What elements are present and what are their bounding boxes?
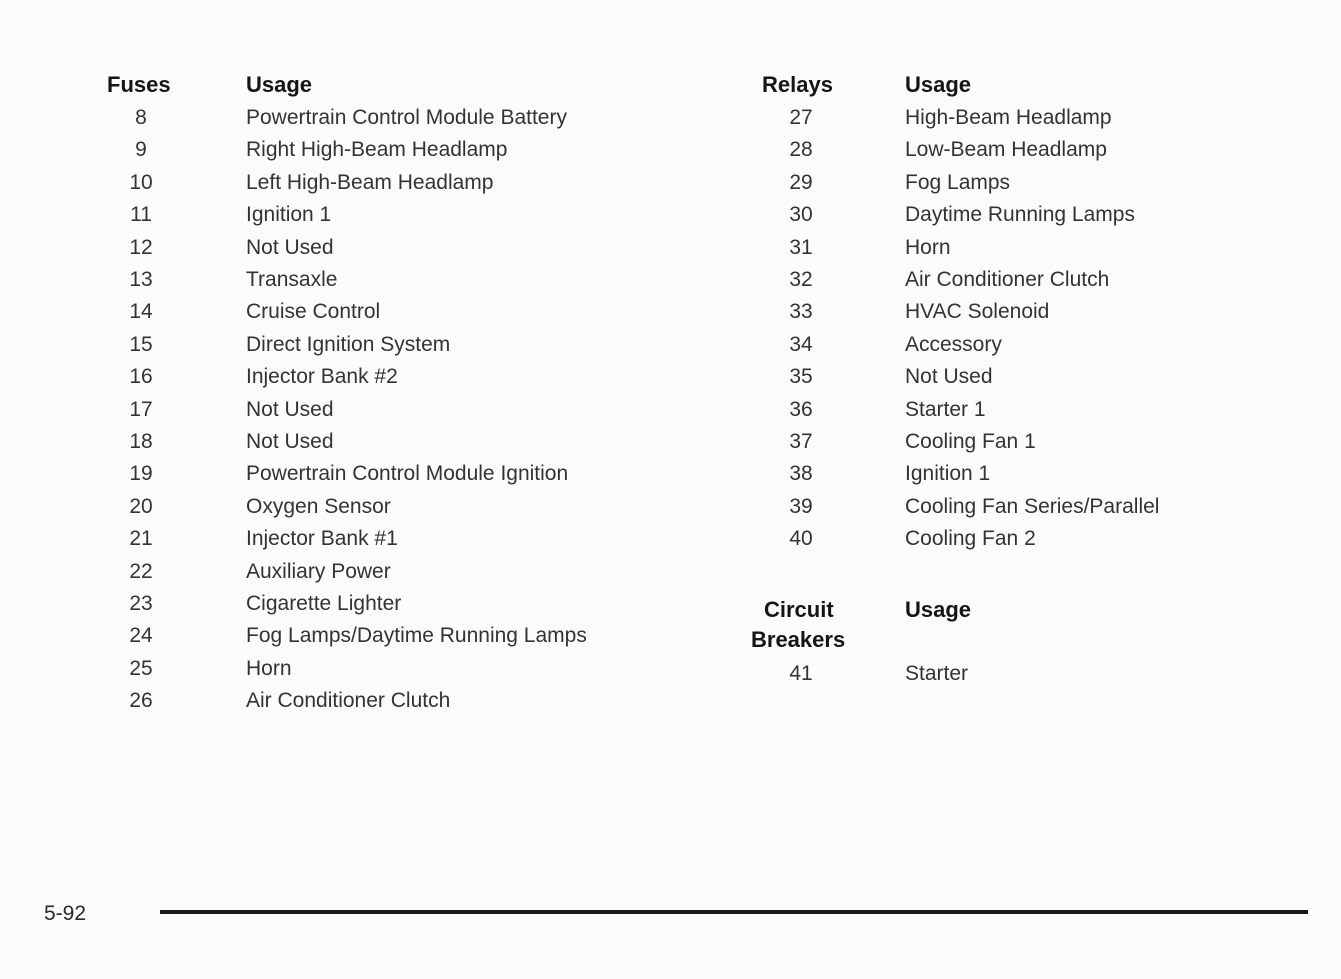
fuse-row-number: 23 [129, 592, 153, 615]
relay-row-number: 30 [789, 203, 813, 227]
relay-row-usage: Cooling Fan Series/Parallel [905, 494, 1160, 518]
relay-row-usage: Fog Lamps [905, 170, 1011, 194]
circuit-breaker-row [745, 662, 1341, 694]
relay-row-number: 27 [789, 106, 813, 129]
fuse-row-number: 19 [129, 462, 153, 486]
fuses-header: Fuses [107, 72, 171, 97]
relay-row [755, 527, 1341, 559]
fuses-table [107, 72, 670, 732]
fuse-row-usage: Injector Bank #1 [246, 527, 398, 551]
fuse-row [110, 333, 710, 365]
relay-row-number: 38 [789, 462, 813, 486]
relay-row-number: 32 [789, 268, 813, 291]
relay-row-usage: Starter 1 [905, 397, 986, 421]
fuse-row [110, 106, 710, 138]
relays-usage-header: Usage [905, 72, 972, 97]
fuse-row-number: 8 [135, 106, 147, 129]
fuse-row [110, 657, 710, 689]
relay-row [755, 203, 1341, 235]
circuit-breaker-row-number: 41 [789, 662, 813, 685]
relay-row [755, 300, 1341, 332]
fuse-row-usage: Left High-Beam Headlamp [246, 170, 494, 194]
relays-header: Relays [762, 72, 833, 97]
fuse-row-usage: Auxiliary Power [246, 559, 391, 583]
fuse-row-number: 11 [130, 203, 152, 227]
relay-row-number: 28 [789, 138, 813, 162]
fuse-row-number: 24 [129, 624, 153, 648]
fuse-row [110, 300, 710, 332]
relay-row-number: 34 [789, 332, 813, 356]
fuse-row-number: 10 [129, 170, 153, 194]
fuse-row-usage: Powertrain Control Module Battery [246, 106, 567, 129]
fuse-row [110, 624, 710, 656]
fuse-row-number: 9 [135, 138, 147, 162]
fuse-row-number: 16 [129, 365, 153, 389]
relay-row-number: 39 [789, 494, 813, 518]
relay-row-usage: Cooling Fan 1 [905, 430, 1036, 453]
relay-row-usage: Daytime Running Lamps [905, 203, 1135, 227]
relay-row-usage: Not Used [905, 365, 993, 389]
fuse-row-usage: Not Used [246, 397, 334, 421]
relay-row-number: 40 [789, 527, 813, 551]
fuse-row-usage: Direct Ignition System [246, 332, 451, 356]
fuse-row [110, 495, 710, 527]
relay-row-number: 33 [789, 300, 813, 324]
relay-row-usage: Ignition 1 [905, 462, 991, 486]
fuse-row [110, 268, 710, 300]
relay-row [755, 106, 1341, 138]
relay-row-number: 29 [789, 170, 813, 194]
relay-row [755, 236, 1341, 268]
fuse-row-usage: Oxygen Sensor [246, 494, 391, 518]
relay-row-usage: Accessory [905, 332, 1002, 356]
relay-row [755, 365, 1341, 397]
relay-row-number: 35 [789, 365, 813, 389]
fuse-row-usage: Not Used [246, 430, 334, 453]
fuse-row-number: 21 [129, 527, 153, 551]
fuse-row [110, 527, 710, 559]
fuse-row-usage: Horn [246, 656, 292, 680]
fuses-usage-header: Usage [246, 72, 313, 97]
fuse-row [110, 203, 710, 235]
fuse-row-number: 13 [129, 268, 153, 291]
fuse-row [110, 236, 710, 268]
fuse-row-number: 12 [129, 235, 153, 259]
fuse-row [110, 592, 710, 624]
relay-row [755, 430, 1341, 462]
fuse-row [110, 560, 710, 592]
circuit-breaker-row-usage: Starter [905, 662, 969, 685]
fuse-row-number: 18 [129, 430, 153, 453]
fuse-row-number: 17 [129, 397, 153, 421]
fuse-row-usage: Cigarette Lighter [246, 592, 402, 615]
fuse-row [110, 430, 710, 462]
fuse-row-usage: Fog Lamps/Daytime Running Lamps [246, 624, 587, 648]
relay-row [755, 495, 1341, 527]
fuse-row-number: 22 [129, 559, 153, 583]
fuse-row-usage: Air Conditioner Clutch [246, 689, 451, 713]
circuit-breakers-header-line1: Circuit [764, 597, 834, 622]
relay-row-number: 36 [789, 397, 813, 421]
relay-row-number: 31 [789, 235, 813, 259]
relay-row-usage: Horn [905, 235, 951, 259]
relay-row-usage: HVAC Solenoid [905, 300, 1050, 324]
fuse-row-usage: Ignition 1 [246, 203, 332, 227]
fuse-row [110, 138, 710, 170]
circuit-breakers-usage-header: Usage [905, 597, 972, 622]
fuse-row-usage: Powertrain Control Module Ignition [246, 462, 569, 486]
relay-row-usage: Air Conditioner Clutch [905, 268, 1110, 291]
page-number: 5-92 [44, 902, 87, 925]
fuse-row-number: 20 [129, 494, 153, 518]
fuse-row-number: 25 [129, 656, 153, 680]
footer-rule [160, 910, 1308, 914]
circuit-breakers-table [745, 597, 1225, 697]
fuse-row [110, 171, 710, 203]
fuse-row [110, 462, 710, 494]
fuse-row-number: 15 [129, 332, 153, 356]
relay-row-usage: Cooling Fan 2 [905, 527, 1036, 551]
relay-row [755, 398, 1341, 430]
relay-row [755, 268, 1341, 300]
relays-table [755, 72, 1235, 552]
fuse-row-usage: Cruise Control [246, 300, 381, 324]
relay-row [755, 462, 1341, 494]
fuse-row [110, 689, 710, 721]
fuse-row [110, 398, 710, 430]
fuse-row-number: 26 [129, 689, 153, 713]
fuse-row [110, 365, 710, 397]
relay-row-usage: High-Beam Headlamp [905, 106, 1112, 129]
circuit-breakers-header-line2: Breakers [751, 627, 846, 652]
relay-row [755, 138, 1341, 170]
fuse-row-usage: Not Used [246, 235, 334, 259]
relay-row-number: 37 [789, 430, 813, 453]
fuse-row-usage: Right High-Beam Headlamp [246, 138, 508, 162]
relay-row [755, 171, 1341, 203]
relay-row-usage: Low-Beam Headlamp [905, 138, 1107, 162]
fuse-row-number: 14 [129, 300, 153, 324]
relay-row [755, 333, 1341, 365]
fuse-row-usage: Injector Bank #2 [246, 365, 398, 389]
fuse-row-usage: Transaxle [246, 268, 338, 291]
